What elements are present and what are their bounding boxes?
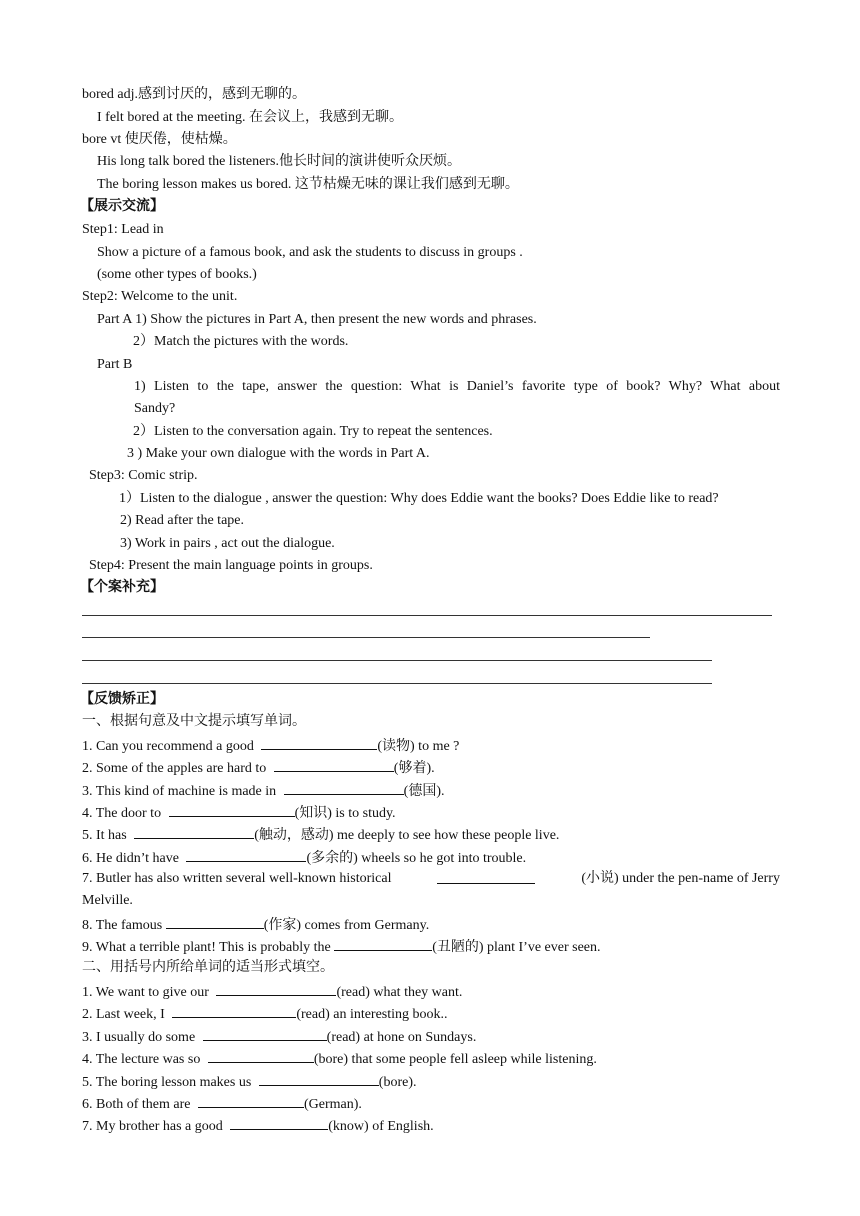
step3-title: Step3: Comic strip. (89, 468, 198, 483)
exercise-item: 5. It has (触动，感动) me deeply to see how these people live. (82, 825, 559, 845)
step1-line-1: Show a picture of a famous book, and ask the students to discuss in groups . (97, 245, 523, 260)
step1-title: Step1: Lead in (82, 222, 164, 237)
answer-blank[interactable] (274, 758, 394, 772)
part-b-item-3: 3 ) Make your own dialogue with the words in Part A. (127, 446, 430, 461)
step1-line-2: (some other types of books.) (97, 267, 257, 282)
step4: Step4: Present the main language points in groups. (89, 558, 373, 573)
step3-item-3: 3) Work in pairs , act out the dialogue. (120, 536, 335, 551)
answer-blank[interactable] (166, 915, 264, 929)
answer-blank[interactable] (169, 803, 295, 817)
exercise-item: 3. This kind of machine is made in (德国). (82, 781, 444, 801)
exercise-item: 1. Can you recommend a good (读物) to me ? (82, 736, 459, 756)
answer-blank[interactable] (216, 982, 336, 996)
vocab-bore-example-2: The boring lesson makes us bored. 这节枯燥无味的课让我们感到无聊。 (97, 177, 519, 192)
exercise-item: 7. Butler has also written several well-known historical (小说) under the pen-name of Jerry (82, 871, 780, 886)
writing-line-4[interactable] (82, 683, 712, 684)
vocab-bored-definition: bored adj.感到讨厌的，感到无聊的。 (82, 87, 306, 102)
writing-line-2[interactable] (82, 637, 650, 638)
step3-item-1: 1）Listen to the dialogue , answer the question: Why does Eddie want the books? Does Eddie like to read? (119, 491, 719, 506)
part-b-title: Part B (97, 357, 133, 372)
answer-blank[interactable] (259, 1072, 379, 1086)
answer-blank[interactable] (334, 937, 432, 951)
answer-blank[interactable] (186, 848, 306, 862)
exercise-item: 4. The door to (知识) is to study. (82, 803, 396, 823)
exercise-item: 8. The famous (作家) comes from Germany. (82, 915, 429, 935)
exercise-item: 5. The boring lesson makes us (bore). (82, 1072, 416, 1092)
writing-line-1[interactable] (82, 615, 772, 616)
exercise-item: 3. I usually do some (read) at hone on Sundays. (82, 1027, 476, 1047)
part-b-item-1: 1) Listen to the tape, answer the question: What is Daniel’s favorite type of book? Why? What about (134, 379, 780, 394)
part-b-item-1-cont: Sandy? (134, 401, 176, 416)
feedback-heading: 【反馈矫正】 (80, 692, 164, 707)
section-1-title: 一、根据句意及中文提示填写单词。 (82, 714, 306, 729)
exercise-item: 9. What a terrible plant! This is probably the (丑陋的) plant I’ve ever seen. (82, 937, 601, 957)
exercise-item: 1. We want to give our (read) what they want. (82, 982, 462, 1002)
answer-blank[interactable] (208, 1049, 314, 1063)
exercise-item: 7. My brother has a good (know) of English. (82, 1116, 434, 1136)
answer-blank[interactable] (437, 870, 535, 884)
step3-item-2: 2) Read after the tape. (120, 513, 244, 528)
answer-blank[interactable] (198, 1094, 304, 1108)
answer-blank[interactable] (284, 781, 404, 795)
vocab-bore-definition: bore vt 使厌倦，使枯燥。 (82, 132, 237, 147)
exercise-item: 6. Both of them are (German). (82, 1094, 362, 1114)
exercise-item: 2. Some of the apples are hard to (够着). (82, 758, 435, 778)
step2-title: Step2: Welcome to the unit. (82, 289, 238, 304)
vocab-bored-example: I felt bored at the meeting. 在会议上，我感到无聊。 (97, 110, 403, 125)
answer-blank[interactable] (261, 736, 377, 750)
part-b-item-2: 2）Listen to the conversation again. Try to repeat the sentences. (133, 424, 493, 439)
part-a-item-2: 2）Match the pictures with the words. (133, 334, 349, 349)
exercise-item: 2. Last week, I (read) an interesting book.. (82, 1004, 448, 1024)
answer-blank[interactable] (203, 1027, 327, 1041)
supplement-heading: 【个案补充】 (80, 580, 164, 595)
answer-blank[interactable] (172, 1004, 296, 1018)
show-heading: 【展示交流】 (80, 199, 164, 214)
answer-blank[interactable] (230, 1116, 328, 1130)
exercise-item-cont: Melville. (82, 893, 133, 908)
vocab-bore-example-1: His long talk bored the listeners.他长时间的演讲使听众厌烦。 (97, 154, 461, 169)
section-2-title: 二、用括号内所给单词的适当形式填空。 (82, 960, 334, 975)
part-a-item-1: Part A 1) Show the pictures in Part A, then present the new words and phrases. (97, 312, 537, 327)
writing-line-3[interactable] (82, 660, 712, 661)
answer-blank[interactable] (134, 825, 254, 839)
exercise-item: 6. He didn’t have (多余的) wheels so he got into trouble. (82, 848, 526, 868)
exercise-item: 4. The lecture was so (bore) that some people fell asleep while listening. (82, 1049, 597, 1069)
